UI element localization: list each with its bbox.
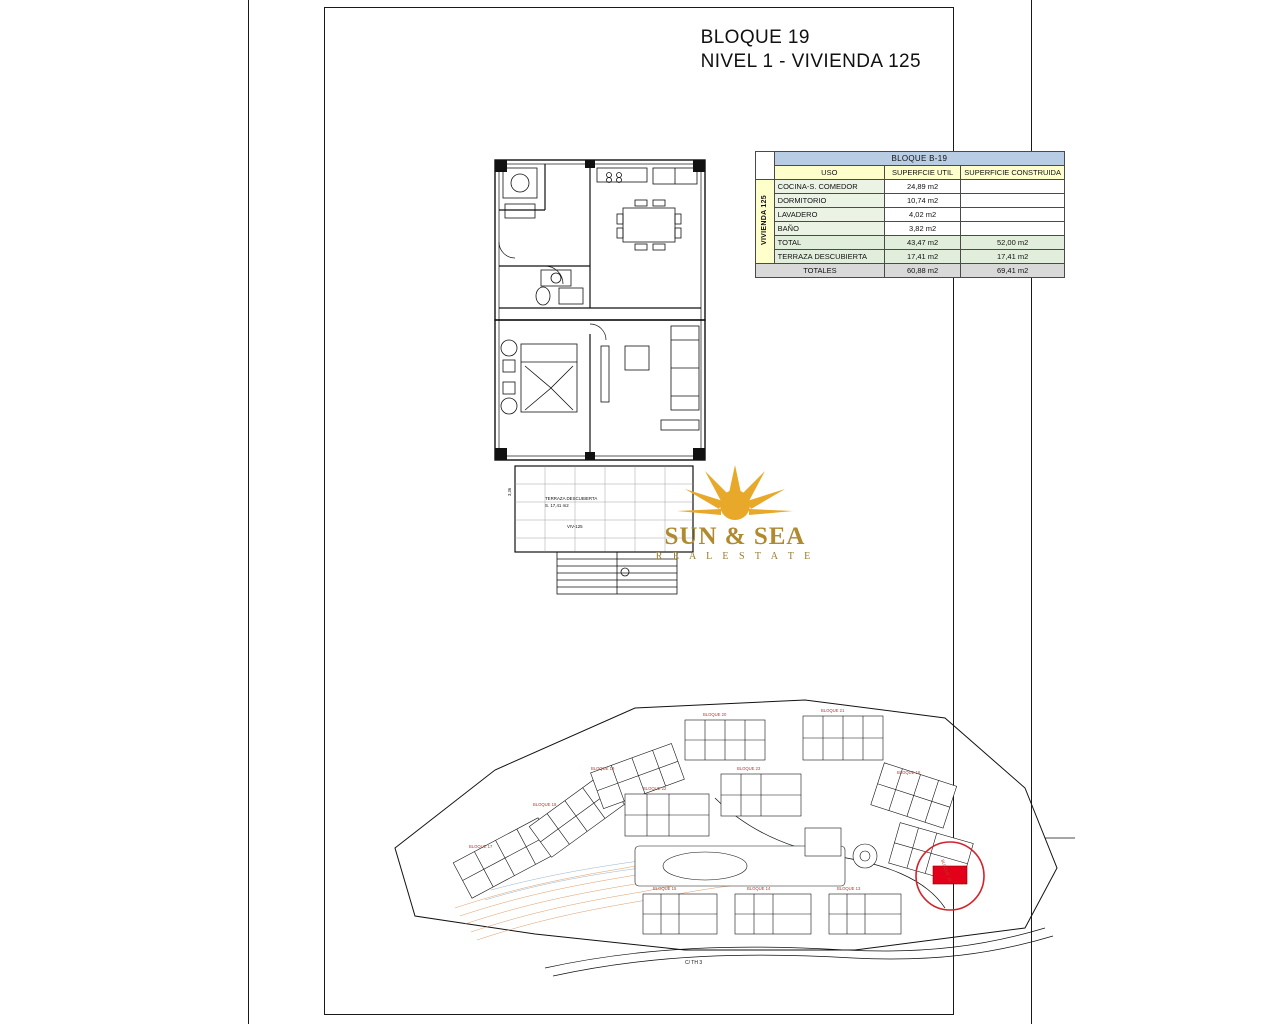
table-row [756, 222, 1065, 236]
site-block-label: BLOQUE 15 [653, 886, 677, 891]
site-block-label: BLOQUE 13 [837, 886, 861, 891]
title-unit-name: NIVEL 1 - VIVIENDA 125 [700, 51, 921, 72]
site-block-label: BLOQUE 16 [897, 770, 921, 775]
table-row-columns [756, 166, 1065, 180]
row-uso: BAÑO [774, 222, 884, 236]
table-row [756, 180, 1065, 194]
watermark-brand: SUN & SEA [664, 523, 806, 550]
row-construida: 17,41 m2 [961, 250, 1065, 264]
dimension-left-label: 3,36 [507, 487, 512, 496]
site-block-label: BLOQUE 21 [821, 708, 845, 713]
site-block-label: BLOQUE 20 [703, 712, 727, 717]
areas-table [755, 151, 1065, 278]
row-util: 43,47 m2 [884, 236, 960, 250]
site-plan [385, 678, 1085, 978]
table-row [756, 194, 1065, 208]
site-block-label: BLOQUE 19 [591, 766, 615, 771]
row-util: 4,02 m2 [884, 208, 960, 222]
watermark-tagline: R E A L E S T A T E [655, 551, 815, 562]
terrace-label: TERRAZA DESCUBIERTA [545, 496, 598, 501]
col-header-uso: USO [774, 166, 884, 180]
row-uso: TOTAL [774, 236, 884, 250]
site-block-label-highlight: BLOQUE 19 [940, 858, 953, 883]
col-header-util: SUPERFCIE UTIL [884, 166, 960, 180]
side-label-vivienda: VIVIENDA 125 [756, 180, 775, 264]
table-corner-cell [756, 152, 775, 180]
totals-util: 60,88 m2 [884, 264, 960, 278]
table-row [756, 236, 1065, 250]
row-uso: DORMITORIO [774, 194, 884, 208]
street-label: C/ TH 3 [685, 960, 703, 966]
row-construida [961, 180, 1065, 194]
table-row-block-header [756, 152, 1065, 166]
drawing-sheet [248, 0, 1061, 1024]
drawing-frame [324, 7, 1061, 1015]
floor-plan [485, 148, 735, 598]
table-row [756, 250, 1065, 264]
col-header-construida: SUPERFICIE CONSTRUIDA [961, 166, 1065, 180]
row-uso: COCINA-S. COMEDOR [774, 180, 884, 194]
row-util: 3,82 m2 [884, 222, 960, 236]
site-block-label: BLOQUE 22 [643, 786, 667, 791]
row-construida [961, 208, 1065, 222]
site-block-label: BLOQUE 18 [533, 802, 557, 807]
table-row-totals [756, 264, 1065, 278]
site-block-label: BLOQUE 23 [737, 766, 761, 771]
terrace-area-label: S. 17,41 m2 [545, 503, 569, 508]
site-block-label: BLOQUE 14 [747, 886, 771, 891]
unit-tag-label: VIV-125 [567, 524, 583, 529]
row-construida [961, 222, 1065, 236]
site-plan-drawing [385, 678, 1085, 978]
table-row [756, 208, 1065, 222]
row-util: 24,89 m2 [884, 180, 960, 194]
row-uso: LAVADERO [774, 208, 884, 222]
totals-construida: 69,41 m2 [961, 264, 1065, 278]
row-util: 10,74 m2 [884, 194, 960, 208]
row-uso: TERRAZA DESCUBIERTA [774, 250, 884, 264]
floor-plan-drawing [485, 148, 735, 598]
row-construida [961, 194, 1065, 208]
site-block-label: BLOQUE 17 [469, 844, 493, 849]
row-construida: 52,00 m2 [961, 236, 1065, 250]
page-title [701, 26, 921, 74]
totals-label: TOTALES [756, 264, 885, 278]
row-util: 17,41 m2 [884, 250, 960, 264]
table-block-header: BLOQUE B-19 [774, 152, 1064, 166]
title-block-name: BLOQUE 19 [700, 27, 810, 48]
